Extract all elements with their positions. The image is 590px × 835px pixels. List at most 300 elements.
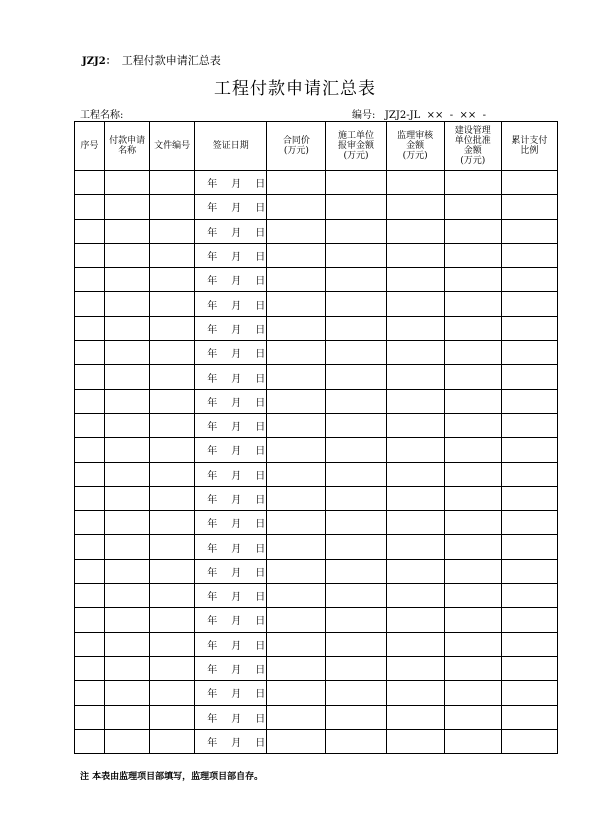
table-cell[interactable] [150, 292, 195, 316]
sign-date-cell[interactable] [195, 341, 267, 365]
table-cell[interactable] [501, 656, 557, 680]
day-label: 日 [255, 203, 266, 215]
table-cell[interactable] [150, 511, 195, 535]
day-label: 日 [255, 616, 266, 628]
table-cell[interactable] [150, 535, 195, 559]
sign-date-cell[interactable] [195, 608, 267, 632]
table-cell[interactable] [105, 486, 150, 510]
table-cell[interactable] [267, 681, 326, 705]
table-cell[interactable] [150, 559, 195, 583]
table-cell[interactable] [75, 268, 105, 292]
table-cell[interactable] [105, 243, 150, 267]
table-cell[interactable] [501, 486, 557, 510]
table-cell[interactable] [75, 171, 105, 195]
table-row [75, 608, 558, 632]
year-label: 年 [207, 227, 218, 239]
table-cell[interactable] [326, 413, 386, 437]
table-cell[interactable] [444, 243, 501, 267]
table-cell[interactable] [105, 171, 150, 195]
month-label: 月 [231, 252, 242, 264]
table-cell[interactable] [501, 608, 557, 632]
day-label: 日 [255, 300, 266, 312]
table-cell[interactable] [326, 511, 386, 535]
table-cell[interactable] [75, 195, 105, 219]
table-cell[interactable] [267, 608, 326, 632]
table-cell[interactable] [150, 584, 195, 608]
table-row [75, 171, 558, 195]
column-header [150, 122, 195, 171]
sign-date-cell[interactable] [195, 656, 267, 680]
table-cell[interactable] [501, 195, 557, 219]
table-cell[interactable] [267, 559, 326, 583]
table-cell[interactable] [501, 511, 557, 535]
sign-date-cell[interactable] [195, 413, 267, 437]
table-cell[interactable] [326, 705, 386, 729]
month-label: 月 [231, 495, 242, 506]
table-cell[interactable] [326, 268, 386, 292]
table-cell[interactable] [267, 365, 326, 389]
table-cell[interactable] [444, 195, 501, 219]
table-cell[interactable] [501, 413, 557, 437]
table-cell[interactable] [150, 268, 195, 292]
table-cell[interactable] [105, 608, 150, 632]
year-label: 年 [207, 349, 218, 361]
table-cell[interactable] [105, 632, 150, 656]
table-cell[interactable] [501, 535, 557, 559]
table-cell[interactable] [386, 486, 444, 510]
sign-date-cell[interactable] [195, 438, 267, 462]
table-cell[interactable] [150, 365, 195, 389]
table-cell[interactable] [75, 243, 105, 267]
day-label: 日 [255, 592, 266, 604]
day-label: 日 [255, 373, 266, 385]
table-cell[interactable] [105, 413, 150, 437]
table-cell[interactable] [267, 268, 326, 292]
table-cell[interactable] [150, 243, 195, 267]
column-header-line: 文件编号 [154, 141, 191, 151]
sign-date-cell[interactable] [195, 511, 267, 535]
sign-date-cell[interactable] [195, 365, 267, 389]
page-title: 工程付款申请汇总表 [214, 79, 376, 99]
table-cell[interactable] [444, 219, 501, 243]
table-cell[interactable] [75, 705, 105, 729]
table-cell[interactable] [105, 729, 150, 753]
table-cell[interactable] [501, 171, 557, 195]
table-cell[interactable] [386, 171, 444, 195]
table-cell[interactable] [150, 486, 195, 510]
year-label: 年 [207, 203, 218, 215]
table-cell[interactable] [150, 656, 195, 680]
month-label: 月 [231, 543, 242, 555]
month-label: 月 [231, 300, 242, 312]
day-label: 日 [255, 665, 266, 677]
table-row [75, 486, 558, 510]
day-label: 日 [255, 567, 266, 579]
table-cell[interactable] [267, 632, 326, 656]
column-header [75, 122, 105, 171]
table-cell[interactable] [386, 316, 444, 340]
table-cell[interactable] [105, 511, 150, 535]
table-cell[interactable] [326, 389, 386, 413]
sign-date-cell[interactable] [195, 705, 267, 729]
table-cell[interactable] [267, 292, 326, 316]
table-cell[interactable] [150, 632, 195, 656]
table-cell[interactable] [326, 681, 386, 705]
sign-date-cell[interactable] [195, 462, 267, 486]
month-label: 月 [231, 689, 242, 701]
table-cell[interactable] [444, 292, 501, 316]
table-cell[interactable] [75, 486, 105, 510]
table-cell[interactable] [75, 316, 105, 340]
table-row [75, 584, 558, 608]
form-name: 工程付款申请汇总表 [121, 54, 221, 67]
table-cell[interactable] [150, 341, 195, 365]
table-cell[interactable] [501, 681, 557, 705]
table-cell[interactable] [386, 195, 444, 219]
table-cell[interactable] [267, 219, 326, 243]
month-label: 月 [231, 470, 242, 482]
table-cell[interactable] [105, 389, 150, 413]
table-cell[interactable] [326, 195, 386, 219]
day-label: 日 [255, 689, 266, 701]
year-label: 年 [207, 616, 218, 628]
table-cell[interactable] [105, 535, 150, 559]
table-row [75, 462, 558, 486]
table-cell[interactable] [501, 365, 557, 389]
day-label: 日 [255, 324, 266, 336]
day-label: 日 [255, 179, 266, 191]
table-cell[interactable] [267, 535, 326, 559]
table-cell[interactable] [75, 292, 105, 316]
table-cell[interactable] [150, 219, 195, 243]
table-cell[interactable] [75, 632, 105, 656]
table-cell[interactable] [75, 608, 105, 632]
table-cell[interactable] [326, 729, 386, 753]
table-cell[interactable] [501, 243, 557, 267]
table-cell[interactable] [386, 268, 444, 292]
table-cell[interactable] [267, 486, 326, 510]
table-cell[interactable] [326, 171, 386, 195]
table-body [75, 171, 558, 754]
table-cell[interactable] [444, 268, 501, 292]
sign-date-cell[interactable] [195, 389, 267, 413]
table-cell[interactable] [267, 656, 326, 680]
table-cell[interactable] [444, 632, 501, 656]
table-cell[interactable] [150, 389, 195, 413]
table-row [75, 389, 558, 413]
table-cell[interactable] [267, 171, 326, 195]
table-cell[interactable] [267, 511, 326, 535]
table-cell[interactable] [75, 511, 105, 535]
table-cell[interactable] [267, 195, 326, 219]
document-number: 编号: JZJ2-JL ×× - ×× - [352, 110, 486, 121]
table-cell[interactable] [444, 171, 501, 195]
column-header-line: 金额 [463, 146, 482, 156]
year-label: 年 [207, 640, 218, 652]
year-label: 年 [207, 179, 218, 191]
table-cell[interactable] [75, 341, 105, 365]
table-cell[interactable] [501, 268, 557, 292]
month-label: 月 [231, 665, 242, 677]
table-cell[interactable] [105, 656, 150, 680]
table-cell[interactable] [501, 632, 557, 656]
table-cell[interactable] [75, 219, 105, 243]
year-label: 年 [207, 592, 218, 604]
sign-date-cell[interactable] [195, 584, 267, 608]
table-cell[interactable] [105, 365, 150, 389]
table-cell[interactable] [267, 243, 326, 267]
sign-date-cell[interactable] [195, 486, 267, 510]
table-cell[interactable] [105, 559, 150, 583]
table-cell[interactable] [267, 316, 326, 340]
table-cell[interactable] [150, 705, 195, 729]
table-cell[interactable] [326, 243, 386, 267]
table-cell[interactable] [150, 608, 195, 632]
table-cell[interactable] [326, 632, 386, 656]
day-label: 日 [255, 446, 266, 458]
table-cell[interactable] [105, 438, 150, 462]
month-label: 月 [231, 373, 242, 385]
table-cell[interactable] [326, 559, 386, 583]
table-row [75, 729, 558, 753]
table-cell[interactable] [444, 729, 501, 753]
table-cell[interactable] [444, 608, 501, 632]
table-cell[interactable] [444, 486, 501, 510]
table-cell[interactable] [386, 584, 444, 608]
table-cell[interactable] [444, 511, 501, 535]
table-cell[interactable] [326, 219, 386, 243]
table-cell[interactable] [75, 365, 105, 389]
table-cell[interactable] [75, 535, 105, 559]
table-cell[interactable] [267, 705, 326, 729]
table-cell[interactable] [386, 389, 444, 413]
table-cell[interactable] [105, 292, 150, 316]
column-header-line: 合同价 [282, 136, 310, 146]
table-cell[interactable] [105, 341, 150, 365]
table-cell[interactable] [444, 705, 501, 729]
form-code: JZJ2： [82, 56, 116, 67]
column-header-line: (万元) [460, 156, 486, 166]
table-cell[interactable] [386, 656, 444, 680]
table-cell[interactable] [386, 511, 444, 535]
table-cell[interactable] [267, 389, 326, 413]
table-cell[interactable] [326, 462, 386, 486]
month-label: 月 [231, 616, 242, 628]
table-cell[interactable] [105, 195, 150, 219]
table-cell[interactable] [326, 535, 386, 559]
month-label: 月 [231, 737, 242, 749]
table-cell[interactable] [444, 341, 501, 365]
table-cell[interactable] [501, 438, 557, 462]
table-cell[interactable] [326, 584, 386, 608]
table-row [75, 656, 558, 680]
table-cell[interactable] [75, 389, 105, 413]
table-cell[interactable] [444, 365, 501, 389]
table-cell[interactable] [501, 341, 557, 365]
table-cell[interactable] [75, 462, 105, 486]
table-cell[interactable] [267, 341, 326, 365]
table-cell[interactable] [326, 365, 386, 389]
table-cell[interactable] [150, 729, 195, 753]
table-cell[interactable] [386, 462, 444, 486]
year-label: 年 [207, 519, 218, 531]
month-label: 月 [231, 446, 242, 458]
column-header [501, 122, 557, 171]
table-cell[interactable] [150, 195, 195, 219]
table-cell[interactable] [326, 292, 386, 316]
year-label: 年 [207, 543, 218, 555]
table-cell[interactable] [501, 219, 557, 243]
month-label: 月 [231, 397, 242, 409]
table-cell[interactable] [386, 413, 444, 437]
sign-date-cell[interactable] [195, 243, 267, 267]
table-cell[interactable] [444, 535, 501, 559]
table-cell[interactable] [75, 656, 105, 680]
table-cell[interactable] [444, 584, 501, 608]
table-cell[interactable] [501, 705, 557, 729]
table-cell[interactable] [267, 584, 326, 608]
year-label: 年 [207, 300, 218, 312]
table-cell[interactable] [105, 681, 150, 705]
table-cell[interactable] [267, 462, 326, 486]
table-cell[interactable] [326, 341, 386, 365]
table-cell[interactable] [386, 438, 444, 462]
column-header [444, 122, 501, 171]
table-cell[interactable] [444, 438, 501, 462]
table-cell[interactable] [267, 413, 326, 437]
month-label: 月 [231, 567, 242, 579]
table-cell[interactable] [386, 705, 444, 729]
sign-date-cell[interactable] [195, 195, 267, 219]
column-header-line: 累计支付 [511, 136, 548, 146]
day-label: 日 [255, 349, 266, 361]
table-row [75, 219, 558, 243]
table-cell[interactable] [386, 729, 444, 753]
table-cell[interactable] [501, 292, 557, 316]
month-label: 月 [231, 349, 242, 361]
day-label: 日 [255, 713, 266, 725]
table-cell[interactable] [444, 462, 501, 486]
table-cell[interactable] [105, 584, 150, 608]
day-label: 日 [255, 495, 266, 506]
table-cell[interactable] [444, 413, 501, 437]
year-label: 年 [207, 373, 218, 385]
table-row [75, 438, 558, 462]
table-cell[interactable] [75, 729, 105, 753]
table-cell[interactable] [386, 292, 444, 316]
table-cell[interactable] [386, 341, 444, 365]
table-cell[interactable] [386, 681, 444, 705]
month-label: 月 [231, 713, 242, 725]
table-cell[interactable] [326, 656, 386, 680]
sign-date-cell[interactable] [195, 729, 267, 753]
table-cell[interactable] [150, 681, 195, 705]
table-cell[interactable] [267, 729, 326, 753]
table-cell[interactable] [105, 705, 150, 729]
year-label: 年 [207, 276, 218, 288]
column-header-line: 序号 [80, 141, 99, 151]
table-cell[interactable] [386, 632, 444, 656]
table-cell[interactable] [105, 316, 150, 340]
table-cell[interactable] [105, 219, 150, 243]
table-cell[interactable] [444, 316, 501, 340]
table-cell[interactable] [386, 365, 444, 389]
sign-date-cell[interactable] [195, 559, 267, 583]
table-cell[interactable] [75, 559, 105, 583]
year-label: 年 [207, 665, 218, 677]
table-cell[interactable] [444, 681, 501, 705]
table-cell[interactable] [75, 584, 105, 608]
table-cell[interactable] [386, 535, 444, 559]
table-cell[interactable] [150, 171, 195, 195]
table-cell[interactable] [501, 584, 557, 608]
table-cell[interactable] [150, 462, 195, 486]
table-row [75, 243, 558, 267]
table-row [75, 535, 558, 559]
column-header-line: 单位批准 [454, 136, 491, 146]
table-cell[interactable] [444, 656, 501, 680]
table-cell[interactable] [105, 462, 150, 486]
table-cell[interactable] [75, 681, 105, 705]
sign-date-cell[interactable] [195, 316, 267, 340]
sign-date-cell[interactable] [195, 171, 267, 195]
table-cell[interactable] [326, 486, 386, 510]
table-cell[interactable] [501, 729, 557, 753]
month-label: 月 [231, 640, 242, 652]
table-cell[interactable] [105, 268, 150, 292]
day-label: 日 [255, 470, 266, 482]
sign-date-cell[interactable] [195, 535, 267, 559]
table-cell[interactable] [326, 608, 386, 632]
sign-date-cell[interactable] [195, 219, 267, 243]
day-label: 日 [255, 543, 266, 555]
table-cell[interactable] [501, 389, 557, 413]
project-name-label: 工程名称: [80, 110, 124, 121]
table-cell[interactable] [501, 559, 557, 583]
payment-summary-table [74, 121, 558, 754]
table-cell[interactable] [444, 389, 501, 413]
sign-date-cell[interactable] [195, 632, 267, 656]
table-cell[interactable] [150, 316, 195, 340]
table-cell[interactable] [150, 413, 195, 437]
table-cell[interactable] [150, 438, 195, 462]
day-label: 日 [255, 397, 266, 409]
table-cell[interactable] [386, 243, 444, 267]
table-cell[interactable] [386, 219, 444, 243]
table-row [75, 681, 558, 705]
table-cell[interactable] [326, 438, 386, 462]
table-cell[interactable] [267, 438, 326, 462]
table-cell[interactable] [386, 608, 444, 632]
table-cell[interactable] [501, 462, 557, 486]
month-label: 月 [231, 422, 242, 434]
sign-date-cell[interactable] [195, 292, 267, 316]
table-cell[interactable] [75, 413, 105, 437]
table-cell[interactable] [75, 438, 105, 462]
table-cell[interactable] [501, 316, 557, 340]
table-row [75, 341, 558, 365]
table-cell[interactable] [386, 559, 444, 583]
month-label: 月 [231, 519, 242, 531]
sign-date-cell[interactable] [195, 268, 267, 292]
sign-date-cell[interactable] [195, 681, 267, 705]
table-cell[interactable] [326, 316, 386, 340]
month-label: 月 [231, 592, 242, 604]
form-code-line [82, 52, 221, 68]
month-label: 月 [231, 276, 242, 288]
table-row [75, 195, 558, 219]
table-cell[interactable] [444, 559, 501, 583]
